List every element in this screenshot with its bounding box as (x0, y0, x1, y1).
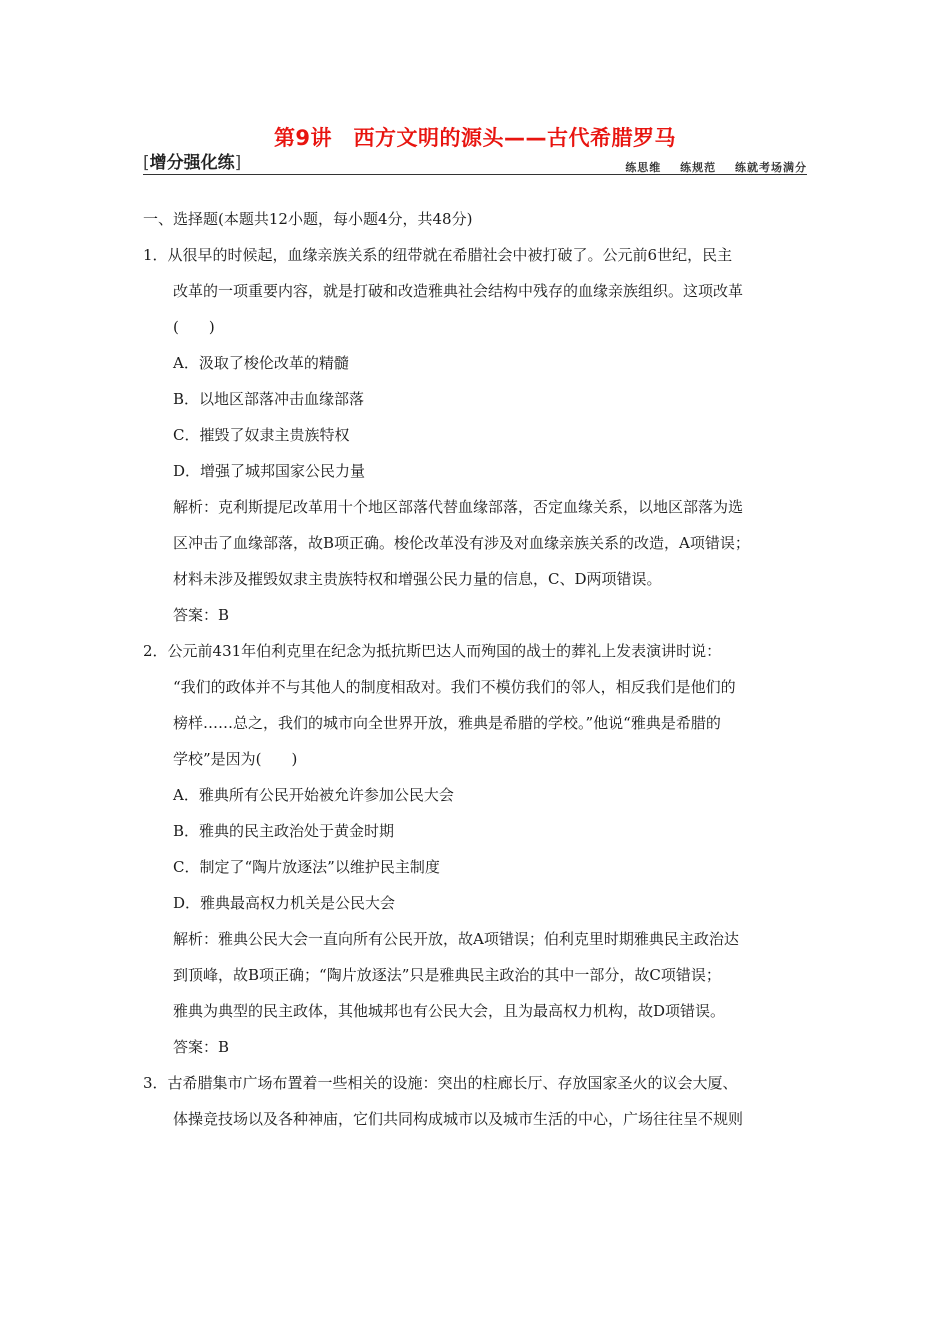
slogan-group (611, 159, 807, 175)
q1-option-c: C．摧毁了奴隶主贵族特权 (173, 426, 350, 444)
q2-stem-line: “我们的政体并不与其他人的制度相敌对。我们不模仿我们的邻人，相反我们是他们的 (173, 678, 736, 696)
q3-stem-line: 体操竞技场以及各种神庙，它们共同构成城市以及城市生活的中心，广场往往呈不规则 (173, 1110, 744, 1128)
header-divider (143, 174, 807, 175)
slogan-2: 练规范 (680, 161, 717, 174)
q1-option-b: B．以地区部落冲击血缘部落 (173, 390, 365, 408)
q1-stem-line: 改革的一项重要内容，就是打破和改造雅典社会结构中残存的血缘亲族组织。这项改革 (173, 282, 744, 300)
q1-answer: 答案：B (173, 606, 230, 624)
q1-analysis-line: 解析：克利斯提尼改革用十个地区部落代替血缘部落，否定血缘关系，以地区部落为选 (173, 498, 744, 516)
slogan-3: 练就考场满分 (735, 161, 807, 174)
slogan-1: 练思维 (625, 161, 662, 174)
q3-stem-line: 3．古希腊集市广场布置着一些相关的设施：突出的柱廊长厅、存放国家圣火的议会大厦、 (143, 1074, 738, 1092)
q2-analysis-line: 到顶峰，故B项正确；“陶片放逐法”只是雅典民主政治的其中一部分，故C项错误； (173, 966, 721, 984)
q2-option-d: D．雅典最高权力机关是公民大会 (173, 894, 396, 912)
q2-analysis-line: 雅典为典型的民主政体，其他城邦也有公民大会，且为最高权力机构，故D项错误。 (173, 1002, 726, 1020)
q1-stem-line: ( ) (173, 318, 215, 336)
q2-stem-line: 学校”是因为( ) (173, 750, 298, 768)
q2-stem-line: 2．公元前431年伯利克里在纪念为抵抗斯巴达人而殉国的战士的葬礼上发表演讲时说： (143, 642, 722, 660)
section-heading: 一、选择题(本题共12小题，每小题4分，共48分) (143, 210, 473, 228)
q2-option-a: A．雅典所有公民开始被允许参加公民大会 (173, 786, 454, 804)
q2-analysis-line: 解析：雅典公民大会一直向所有公民开放，故A项错误；伯利克里时期雅典民主政治达 (173, 930, 739, 948)
q2-stem-line: 榜样……总之，我们的城市向全世界开放，雅典是希腊的学校。”他说“雅典是希腊的 (173, 714, 721, 732)
q2-answer: 答案：B (173, 1038, 230, 1056)
q1-analysis-line: 区冲击了血缘部落，故B项正确。梭伦改革没有涉及对血缘亲族关系的改造，A项错误； (173, 534, 750, 552)
badge-bracket-left: [ (143, 153, 150, 173)
q1-stem-line: 1．从很早的时候起，血缘亲族关系的纽带就在希腊社会中被打破了。公元前6世纪，民主 (143, 246, 733, 264)
document-body (143, 208, 813, 1144)
q1-option-d: D．增强了城邦国家公民力量 (173, 462, 366, 480)
badge-bracket-right: ] (234, 153, 242, 173)
page-title: 第9讲 西方文明的源头——古代希腊罗马 (273, 126, 677, 150)
q1-option-a: A．汲取了梭伦改革的精髓 (173, 354, 349, 372)
q2-option-b: B．雅典的民主政治处于黄金时期 (173, 822, 395, 840)
q2-option-c: C．制定了“陶片放逐法”以维护民主制度 (173, 858, 440, 876)
section-badge (143, 148, 241, 173)
q1-analysis-line: 材料未涉及摧毁奴隶主贵族特权和增强公民力量的信息，C、D两项错误。 (173, 570, 662, 588)
badge-label: 增分强化练 (149, 153, 235, 173)
